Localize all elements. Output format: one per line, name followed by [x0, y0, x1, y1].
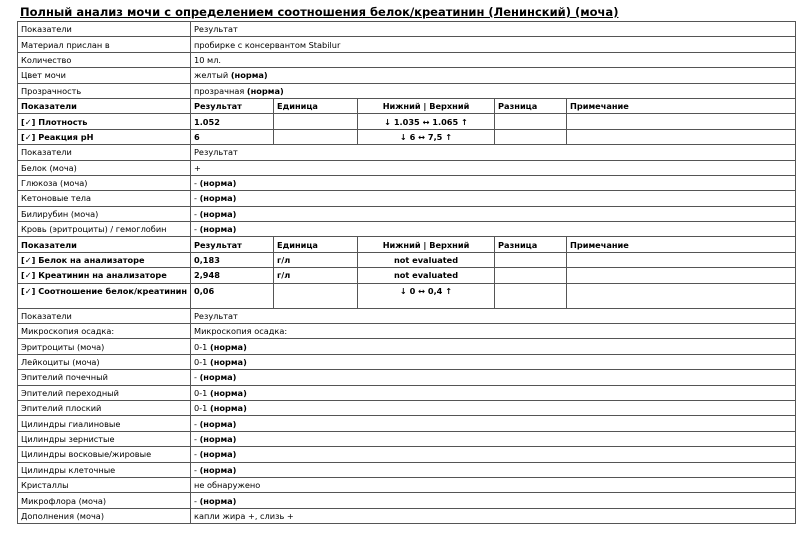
result-row — [18, 416, 796, 431]
param-label-text: Белок (моча) — [21, 162, 77, 173]
param-value-text: - — [194, 178, 200, 189]
results-table-body — [18, 22, 796, 524]
header-result — [191, 22, 796, 37]
param-value — [191, 191, 796, 206]
param-label — [18, 400, 191, 415]
header-range — [358, 98, 495, 113]
param-value — [191, 508, 796, 523]
param-value — [191, 354, 796, 369]
norm-tag: (норма) — [199, 208, 237, 219]
result-row — [18, 222, 796, 237]
measured-unit — [274, 283, 358, 308]
measured-diff — [495, 114, 567, 129]
measured-diff — [495, 283, 567, 308]
param-label — [18, 493, 191, 508]
result-row — [18, 462, 796, 477]
measured-range — [358, 129, 495, 144]
param-value — [191, 83, 796, 98]
measured-label-text: [✓] Плотность — [21, 116, 88, 127]
measured-label — [18, 114, 191, 129]
param-value — [191, 52, 796, 67]
param-value-text: + — [194, 162, 201, 173]
header-param-text: Показатели — [21, 24, 72, 35]
measured-note — [567, 129, 796, 144]
measured-range — [358, 252, 495, 267]
header-diff — [495, 98, 567, 113]
header-note-text: Примечание — [570, 101, 629, 112]
param-label-text: Материал прислан в — [21, 39, 110, 50]
header-param — [18, 145, 191, 160]
param-label — [18, 447, 191, 462]
results-table — [17, 21, 796, 524]
result-row — [18, 175, 796, 190]
measured-unit-text: г/л — [277, 270, 291, 281]
param-label-text: Цвет мочи — [21, 70, 66, 81]
measured-row — [18, 283, 796, 308]
result-row — [18, 206, 796, 221]
param-label — [18, 385, 191, 400]
param-label — [18, 339, 191, 354]
header-unit-text: Единица — [277, 239, 318, 250]
param-value-text: - — [194, 224, 200, 235]
measured-diff — [495, 129, 567, 144]
param-label — [18, 206, 191, 221]
param-value — [191, 339, 796, 354]
measured-range-text: not evaluated — [393, 255, 459, 266]
header-param-text: Показатели — [21, 239, 77, 250]
norm-tag: (норма) — [209, 387, 247, 398]
section-header-row — [18, 22, 796, 37]
measured-note — [567, 114, 796, 129]
header-unit — [274, 237, 358, 252]
param-label — [18, 354, 191, 369]
header-param — [18, 237, 191, 252]
measured-unit — [274, 268, 358, 283]
param-label-text: Цилиндры клеточные — [21, 464, 116, 475]
measured-result-text: 0,06 — [194, 285, 215, 296]
measured-label — [18, 129, 191, 144]
measured-result-text: 2,948 — [194, 270, 220, 281]
param-value-text: 0-1 — [194, 403, 210, 414]
norm-tag: (норма) — [209, 357, 247, 367]
param-label — [18, 462, 191, 477]
param-value-text: не обнаружено — [194, 480, 261, 491]
measured-result — [191, 129, 274, 144]
param-label — [18, 431, 191, 446]
measured-row — [18, 252, 796, 267]
measured-unit — [274, 252, 358, 267]
measured-range — [358, 114, 495, 129]
measured-unit — [274, 114, 358, 129]
param-value — [191, 175, 796, 190]
header-note-text: Примечание — [570, 239, 629, 250]
param-label-text: Цилиндры восковые/жировые — [21, 449, 152, 460]
param-value — [191, 37, 796, 52]
param-label — [18, 222, 191, 237]
param-label-text: Микроскопия осадка: — [21, 326, 115, 337]
header-diff-text: Разница — [498, 239, 538, 250]
param-label-text: Прозрачность — [21, 85, 82, 96]
header-param-text: Показатели — [21, 310, 72, 321]
result-row — [18, 354, 796, 369]
param-label — [18, 68, 191, 83]
param-label — [18, 175, 191, 190]
norm-tag: (норма) — [199, 495, 237, 506]
norm-tag: (норма) — [199, 178, 237, 189]
result-row — [18, 508, 796, 523]
param-value — [191, 416, 796, 431]
measured-unit — [274, 129, 358, 144]
param-value — [191, 462, 796, 477]
header-param — [18, 98, 191, 113]
measured-result-text: 1.052 — [194, 116, 220, 127]
header-result — [191, 237, 274, 252]
section-header-row — [18, 308, 796, 323]
param-value — [191, 400, 796, 415]
table-header-row — [18, 98, 796, 113]
param-label — [18, 83, 191, 98]
measured-unit-text: г/л — [277, 255, 291, 266]
norm-tag: (норма) — [209, 341, 247, 352]
result-row — [18, 385, 796, 400]
measured-range-text: not evaluated — [393, 270, 459, 281]
param-label-text: Эпителий переходный — [21, 387, 119, 398]
measured-range-text: ↓ 1.035 ↔ 1.065 ↑ — [384, 116, 468, 127]
param-label — [18, 160, 191, 175]
param-label-text: Эритроциты (моча) — [21, 341, 105, 352]
measured-row — [18, 129, 796, 144]
header-result — [191, 98, 274, 113]
header-result — [191, 308, 796, 323]
header-result-text: Результат — [194, 239, 242, 250]
measured-note — [567, 252, 796, 267]
param-value-text: 0-1 — [194, 341, 210, 352]
param-label-text: Кетоновые тела — [21, 193, 91, 204]
param-label-text: Микрофлора (моча) — [21, 495, 107, 506]
header-diff — [495, 237, 567, 252]
header-diff-text: Разница — [498, 101, 538, 112]
result-row — [18, 339, 796, 354]
norm-tag: (норма) — [199, 224, 237, 235]
param-value-text: 0-1 — [194, 357, 210, 367]
param-value — [191, 447, 796, 462]
header-result — [191, 145, 796, 160]
measured-note — [567, 268, 796, 283]
param-value — [191, 385, 796, 400]
param-value — [191, 493, 796, 508]
result-row — [18, 431, 796, 446]
param-label-text: Глюкоза (моча) — [21, 178, 88, 189]
param-value-text: - — [194, 464, 200, 475]
measured-diff — [495, 268, 567, 283]
param-label-text: Лейкоциты (моча) — [21, 357, 100, 367]
param-label — [18, 508, 191, 523]
measured-result — [191, 252, 274, 267]
norm-tag: (норма) — [199, 464, 237, 475]
param-label-text: Количество — [21, 54, 72, 65]
header-result-text: Результат — [194, 24, 238, 35]
param-value — [191, 160, 796, 175]
measured-note — [567, 283, 796, 308]
norm-tag: (норма) — [209, 403, 247, 414]
measured-label — [18, 283, 191, 308]
param-label-text: Кристаллы — [21, 480, 69, 491]
header-param — [18, 22, 191, 37]
param-value-text: капли жира +, слизь + — [194, 510, 294, 521]
param-value-text: желтый — [194, 70, 231, 81]
measured-result-text: 6 — [194, 131, 200, 142]
measured-label-text: [✓] Креатинин на анализаторе — [21, 270, 167, 281]
param-value — [191, 222, 796, 237]
measured-result — [191, 283, 274, 308]
measured-range — [358, 268, 495, 283]
norm-tag: (норма) — [199, 193, 237, 204]
param-value — [191, 206, 796, 221]
param-value-text: Микроскопия осадка: — [194, 326, 288, 337]
header-unit-text: Единица — [277, 101, 318, 112]
param-label — [18, 477, 191, 492]
header-note — [567, 98, 796, 113]
result-row — [18, 493, 796, 508]
param-value-text: - — [194, 449, 200, 460]
section-header-row — [18, 145, 796, 160]
param-label-text: Цилиндры гиалиновые — [21, 418, 121, 429]
param-value-text: пробирке с консервантом Stabilur — [194, 39, 341, 50]
header-result-text: Результат — [194, 101, 242, 112]
header-param — [18, 308, 191, 323]
norm-tag: (норма) — [246, 85, 284, 96]
param-label-text: Билирубин (моча) — [21, 208, 99, 219]
param-value-text: 10 мл. — [194, 54, 222, 65]
param-value-text: - — [194, 208, 200, 219]
result-row — [18, 370, 796, 385]
result-row — [18, 37, 796, 52]
param-value-text: прозрачная — [194, 85, 247, 96]
param-value-text: - — [194, 495, 200, 506]
table-header-row — [18, 237, 796, 252]
param-label — [18, 52, 191, 67]
measured-label-text: [✓] Белок на анализаторе — [21, 255, 145, 266]
param-value — [191, 477, 796, 492]
norm-tag: (норма) — [199, 418, 237, 429]
header-range-text: Нижний | Верхний — [382, 239, 470, 250]
measured-row — [18, 114, 796, 129]
header-param-text: Показатели — [21, 101, 77, 112]
result-row — [18, 477, 796, 492]
param-value-text: 0-1 — [194, 387, 210, 398]
result-row — [18, 447, 796, 462]
param-label — [18, 324, 191, 339]
param-label — [18, 191, 191, 206]
measured-range — [358, 283, 495, 308]
header-result-text: Результат — [194, 310, 238, 321]
result-row — [18, 400, 796, 415]
measured-label-text: [✓] Реакция pH — [21, 131, 94, 142]
measured-row — [18, 268, 796, 283]
measured-label — [18, 252, 191, 267]
param-value — [191, 324, 796, 339]
param-value-text: - — [194, 433, 200, 444]
measured-result-text: 0,183 — [194, 255, 220, 266]
result-row — [18, 68, 796, 83]
measured-result — [191, 114, 274, 129]
norm-tag: (норма) — [230, 70, 268, 81]
header-result-text: Результат — [194, 147, 238, 158]
param-value-text: - — [194, 372, 200, 383]
page-title: Полный анализ мочи с определением соотношения белок/креатинин (Ленинский) (моча) — [20, 5, 619, 19]
param-value — [191, 431, 796, 446]
measured-label — [18, 268, 191, 283]
param-label — [18, 416, 191, 431]
header-param-text: Показатели — [21, 147, 72, 158]
measured-result — [191, 268, 274, 283]
norm-tag: (норма) — [199, 433, 237, 444]
measured-diff — [495, 252, 567, 267]
param-label-text: Цилиндры зернистые — [21, 433, 115, 444]
result-row — [18, 83, 796, 98]
param-value — [191, 370, 796, 385]
header-range-text: Нижний | Верхний — [382, 101, 470, 112]
param-label-text: Эпителий почечный — [21, 372, 108, 383]
param-label-text: Эпителий плоский — [21, 403, 102, 414]
result-row — [18, 191, 796, 206]
header-note — [567, 237, 796, 252]
param-value-text: - — [194, 418, 200, 429]
norm-tag: (норма) — [199, 449, 237, 460]
header-unit — [274, 98, 358, 113]
param-label — [18, 370, 191, 385]
norm-tag: (норма) — [199, 372, 237, 383]
measured-range-text: ↓ 6 ↔ 7,5 ↑ — [399, 131, 453, 142]
param-value — [191, 68, 796, 83]
result-row — [18, 160, 796, 175]
param-value-text: - — [194, 193, 200, 204]
result-row — [18, 52, 796, 67]
result-row — [18, 324, 796, 339]
measured-range-text: ↓ 0 ↔ 0,4 ↑ — [399, 285, 453, 296]
param-label-text: Кровь (эритроциты) / гемоглобин — [21, 224, 167, 235]
header-range — [358, 237, 495, 252]
param-label — [18, 37, 191, 52]
param-label-text: Дополнения (моча) — [21, 510, 105, 521]
measured-label-text: [✓] Соотношение белок/креатинин — [21, 285, 187, 296]
